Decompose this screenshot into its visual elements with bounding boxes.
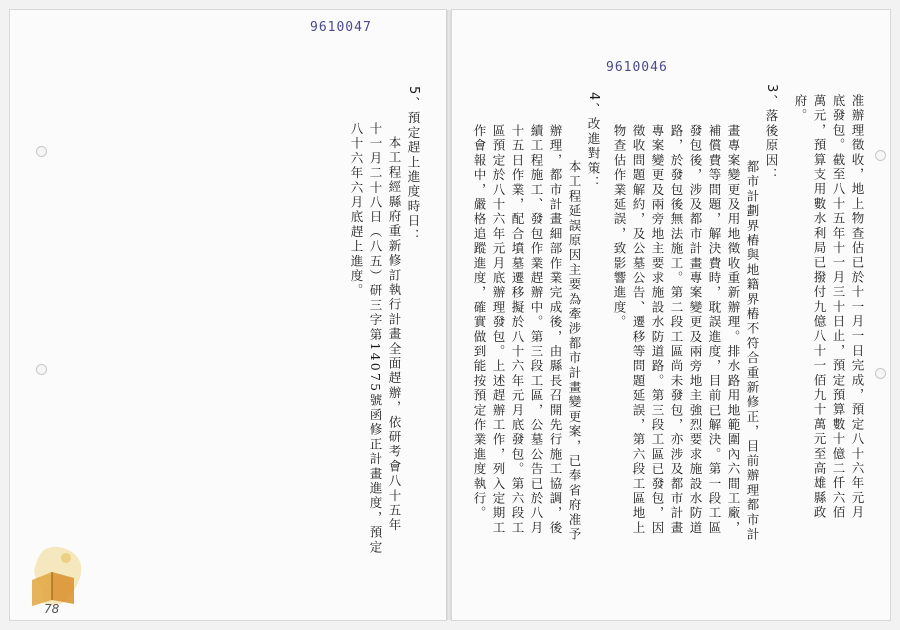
section4-line2: 辦理，都市計畫細部作業完成後，由縣長召開先行施工協調，後 (548, 124, 563, 536)
punch-hole (36, 146, 47, 157)
punch-hole (36, 364, 47, 375)
punch-hole (875, 368, 886, 379)
section5-number: 5 (406, 86, 421, 97)
section3-heading (764, 84, 778, 183)
document-stamp-right: 9610046 (606, 60, 668, 75)
section3-line5: 路，於發包後無法施工。第二段工區尚未發包，亦涉及都市計畫 (669, 124, 684, 536)
section3-line6: 專案變更及兩旁地主要求施設水防道路。第三段工區已發包，因 (650, 124, 665, 536)
section3-line2: 畫專案變更及用地徵收重新辦理。排水路用地範圍內六間工廠， (726, 124, 741, 536)
section4-number: 4 (586, 92, 601, 103)
punch-hole (875, 150, 886, 161)
section4-line6: 作會報中，嚴格追蹤進度，確實做到能按預定作業進度執行。 (472, 124, 487, 521)
section4-heading-text: 、改進對策： (586, 102, 601, 191)
section5-line2: 十一月二十八日（八五）研三字第14075號函修正計畫進度，預定 (368, 122, 383, 555)
section4-line3: 續工程施工、發包作業趕辦中。第三段工區，公墓公告已於八月 (529, 124, 544, 536)
section3-heading-text: 、落後原因： (764, 94, 779, 183)
section3-line8: 物查估作業延誤，致影響進度。 (612, 124, 627, 330)
section5-heading-text: 、預定趕上進度時日： (406, 96, 421, 244)
top-line4: 府。 (793, 94, 808, 124)
section3-line4: 發包後，涉及都市計畫專案變更及兩旁地主強烈要求施設水防道 (688, 124, 703, 536)
left-page (10, 10, 446, 620)
section3-number: 3 (764, 84, 779, 95)
section5-line3: 八十六年六月底趕上進度。 (349, 122, 364, 299)
top-line2: 底發包。截至八十五年十一月三十日止，預定預算數十億二仟六佰 (831, 94, 846, 521)
section5-line1: 本工程經縣府重新修訂執行計畫全面趕辦，依研考會八十五年 (387, 136, 402, 533)
top-line3: 萬元，預算支用數水利局已撥付九億八十一佰九十萬元至高雄縣政 (812, 94, 827, 521)
section3-line7: 徵收問題解約，及公墓公告、遷移等問題延誤，第六段工區地上 (631, 124, 646, 536)
section5-heading (406, 86, 420, 243)
section3-line1: 都市計劃界樁與地籍界樁不符合重新修正，目前辦理都市計 (745, 160, 760, 543)
section4-line5: 區預定於八十六年元月底辦理發包。上述趕辦工作，列入定期工 (491, 124, 506, 536)
section4-line4: 十五日作業，配合墳墓遷移擬於八十六年元月底發包。第六段工 (510, 124, 525, 536)
right-page (452, 10, 890, 620)
section4-line1: 本工程延誤原因主要為牽涉都市計畫變更案，已奉省府准予 (567, 160, 582, 543)
page-number: 78 (44, 602, 60, 616)
document-stamp-left: 9610047 (310, 20, 372, 35)
section3-line3: 補償費等問題，解決費時，耽誤進度，目前已解決。第一段工區 (707, 124, 722, 536)
top-line1: 准辦理徵收，地上物查估已於十一月一日完成，預定八十六年元月 (850, 94, 865, 521)
section4-heading (586, 92, 600, 191)
